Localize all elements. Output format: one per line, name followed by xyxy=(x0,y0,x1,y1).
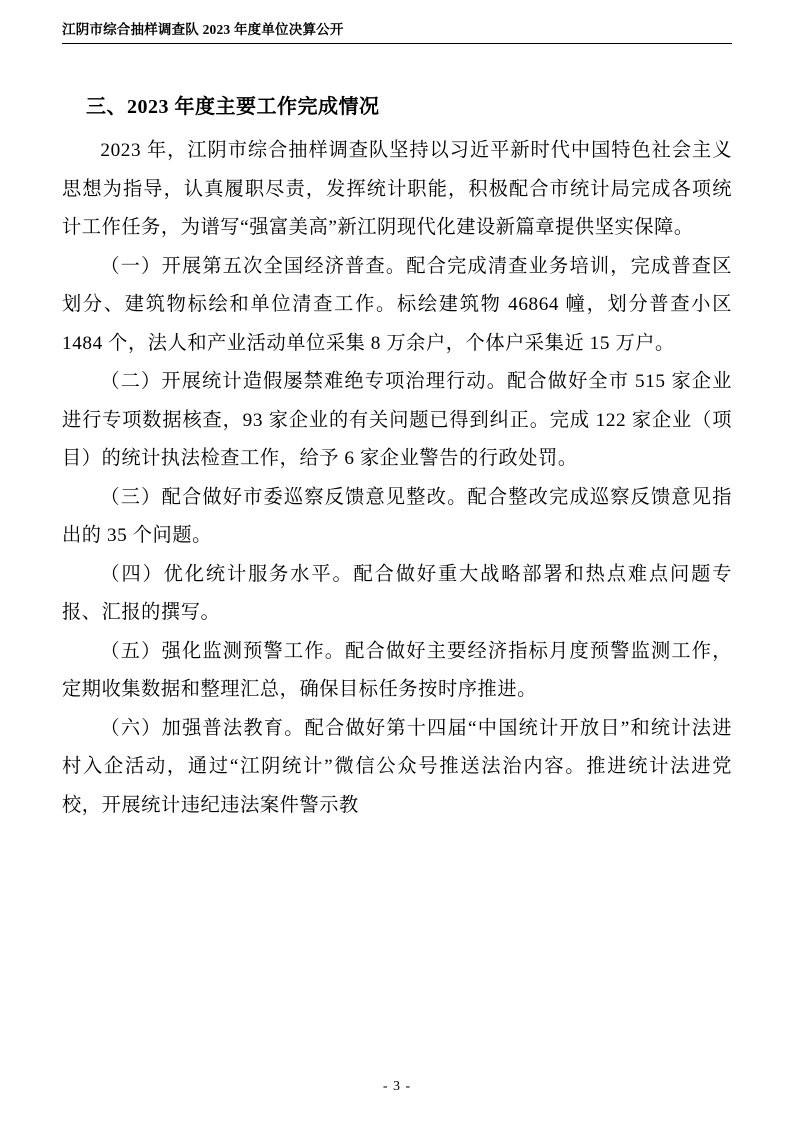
paragraph: （四）优化统计服务水平。配合做好重大战略部署和热点难点问题专报、汇报的撰写。 xyxy=(62,563,732,623)
page-header xyxy=(62,18,732,44)
paragraph: 2023 年，江阴市综合抽样调查队坚持以习近平新时代中国特色社会主义思想为指导，认真履职尽责，发挥统计职能，积极配合市统计局完成各项统计工作任务，为谱写“强富美高”新江阴现代化建设新篇章提供坚实保障。 xyxy=(62,140,732,238)
paragraph: （六）加强普法教育。配合做好第十四届“中国统计开放日”和统计法进村入企活动，通过“江阴统计”微信公众号推送法治内容。推进统计法进党校，开展统计违纪违法案件警示教 xyxy=(62,717,732,816)
paragraph: （二）开展统计造假屡禁难绝专项治理行动。配合做好全市 515 家企业进行专项数据核查，93 家企业的有关问题已得到纠正。完成 122 家企业（项目）的统计执法检查工作，给予 6 家企业警告的行政处罚。 xyxy=(62,371,732,469)
page-number: - 3 - xyxy=(382,1079,412,1094)
header-title: 江阴市综合抽样调查队 2023 年度单位决算公开 xyxy=(62,22,344,37)
paragraph: （一）开展第五次全国经济普查。配合完成清查业务培训，完成普查区划分、建筑物标绘和单位清查工作。标绘建筑物 46864 幢，划分普查小区 1484 个，法人和产业活动单位采集 8 万余户，个体户采集近 15 万户。 xyxy=(62,255,732,354)
paragraph: （三）配合做好市委巡察反馈意见整改。配合整改完成巡察反馈意见指出的 35 个问题。 xyxy=(62,486,732,546)
section-title: 三、2023 年度主要工作完成情况 xyxy=(86,96,380,118)
paragraph: （五）强化监测预警工作。配合做好主要经济指标月度预警监测工作，定期收集数据和整理汇总，确保目标任务按时序推进。 xyxy=(62,640,732,700)
document-body xyxy=(62,90,732,825)
page-footer xyxy=(0,1079,794,1095)
header-divider xyxy=(62,43,732,44)
